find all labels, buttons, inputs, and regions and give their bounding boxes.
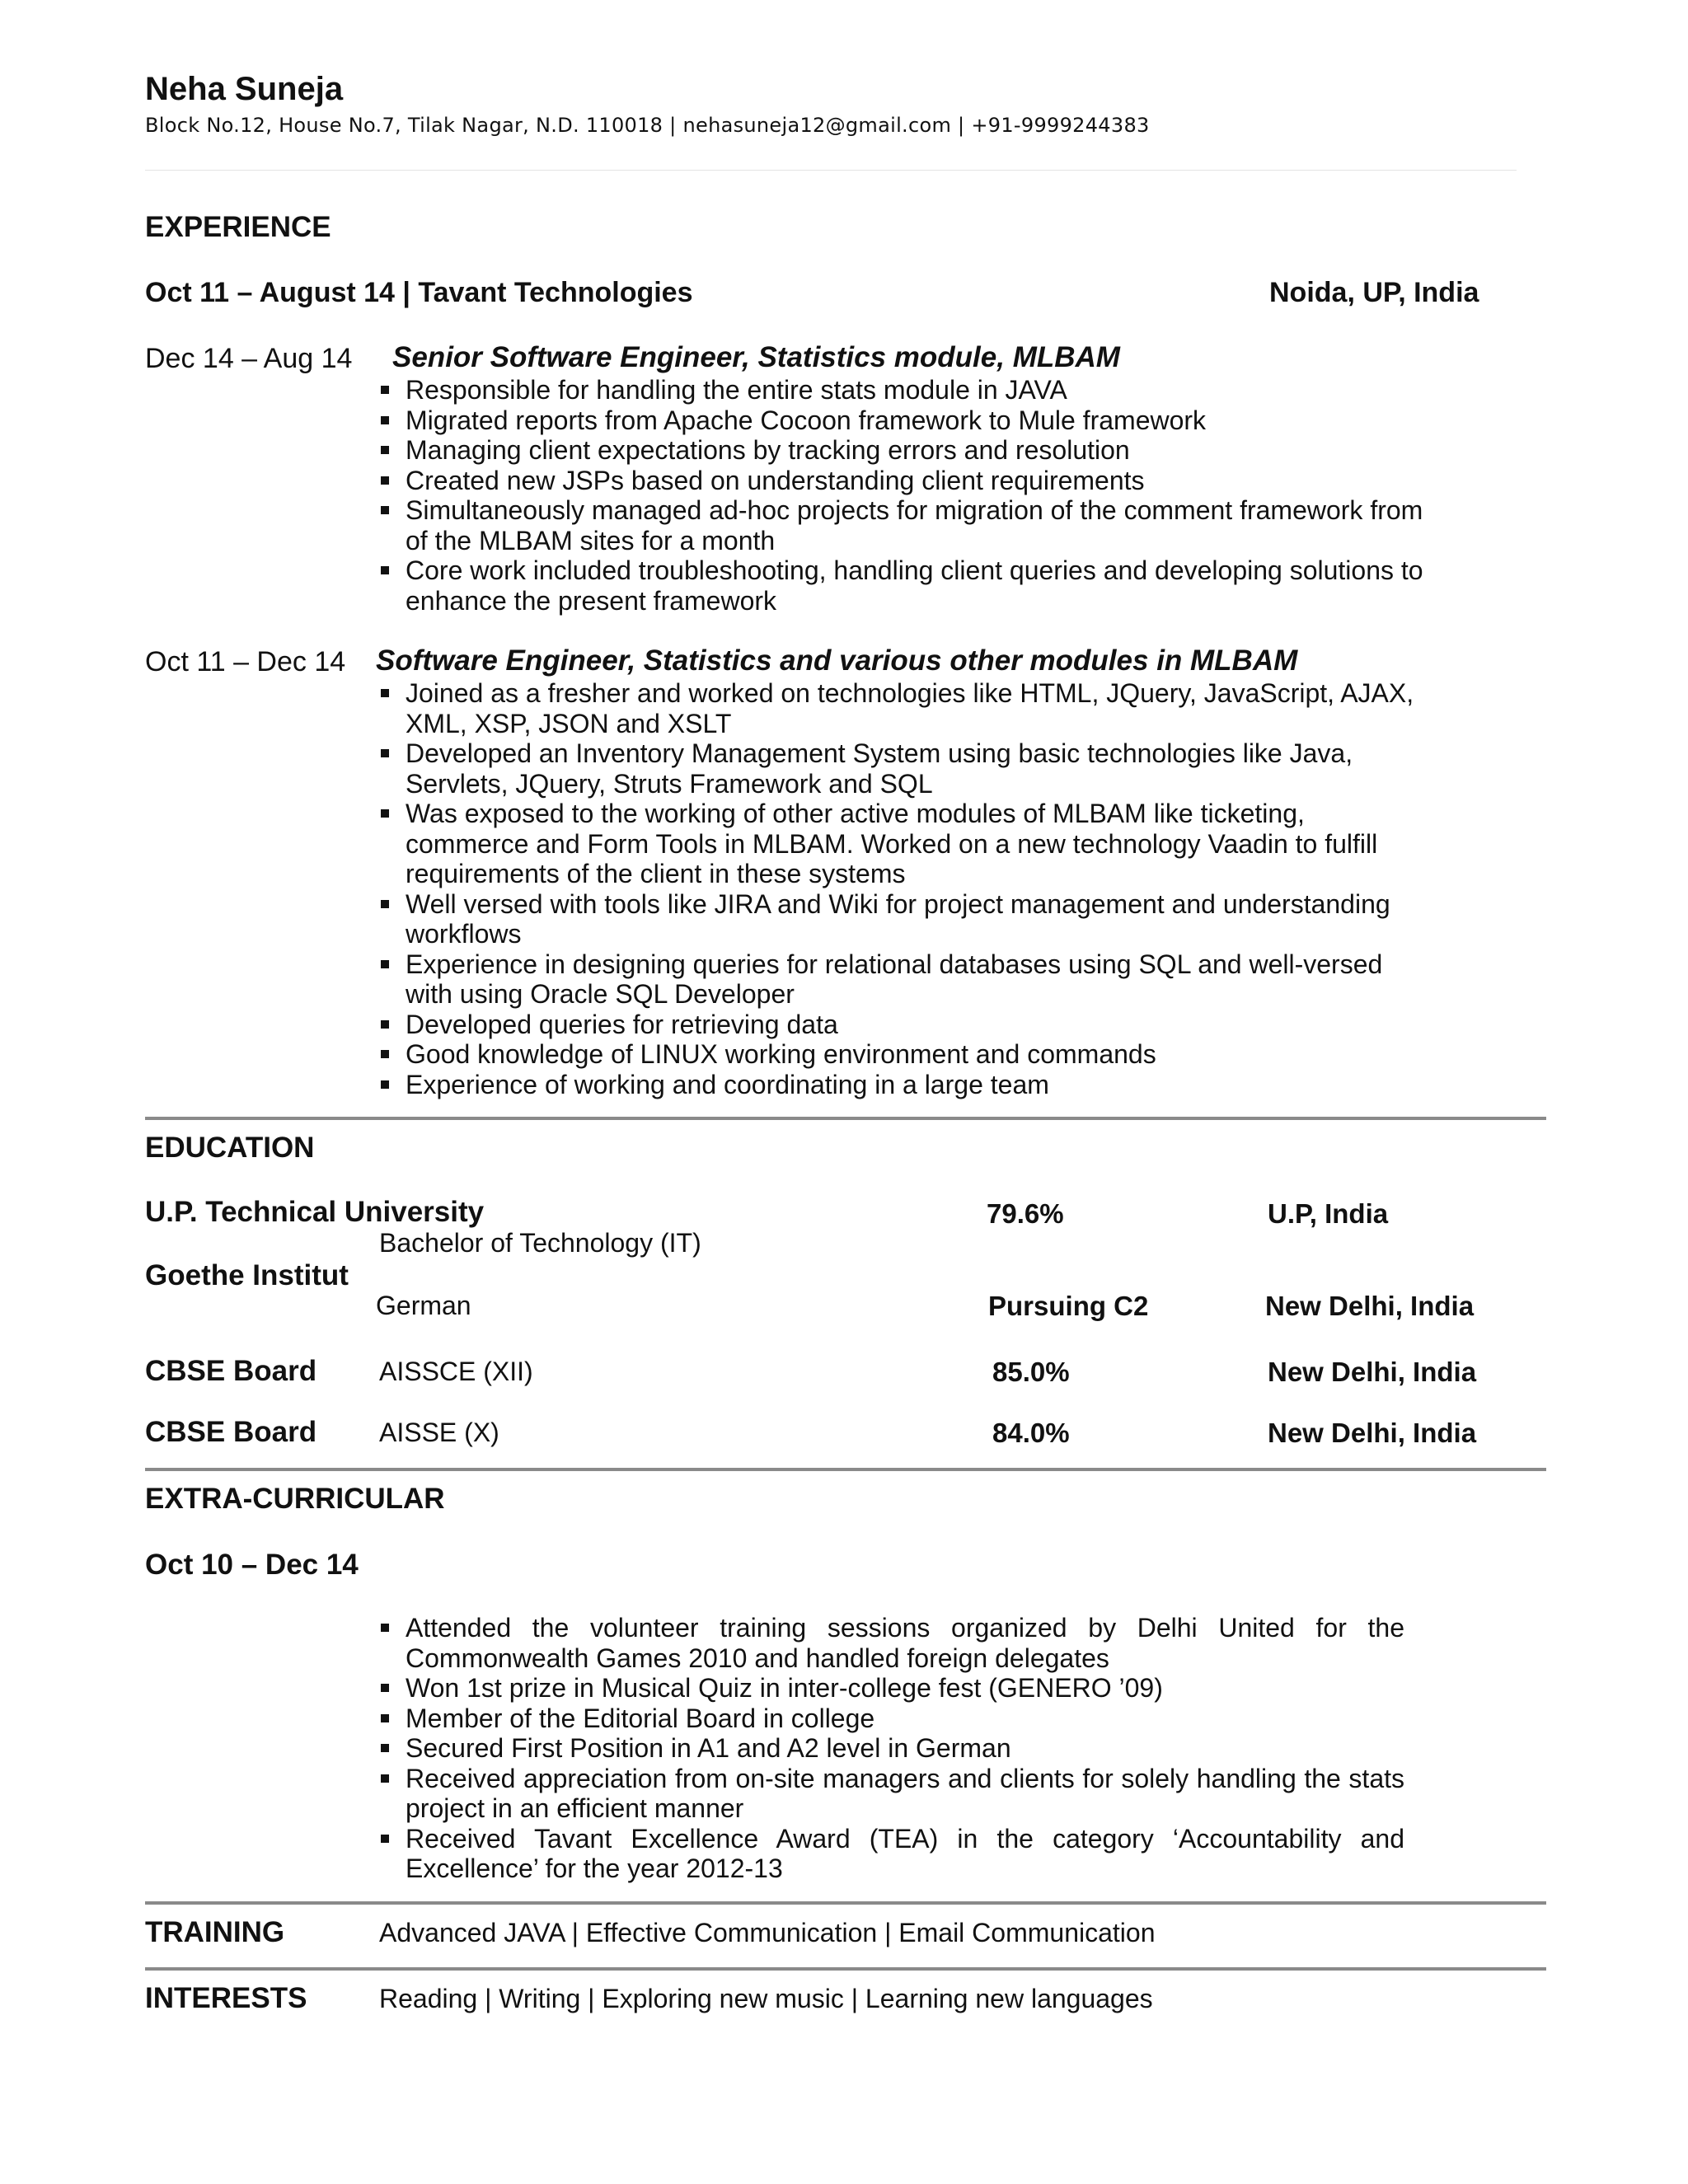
education-institution: Goethe Institut: [145, 1259, 349, 1291]
education-score: 84.0%: [992, 1418, 1070, 1448]
list-item: Created new JSPs based on understanding client requirements: [381, 466, 1428, 496]
header-divider: [145, 170, 1517, 171]
list-item: Developed queries for retrieving data: [381, 1010, 1428, 1040]
education-heading: EDUCATION: [145, 1132, 315, 1164]
list-item: Experience of working and coordinating in a large team: [381, 1070, 1428, 1100]
education-course: Bachelor of Technology (IT): [379, 1228, 701, 1258]
list-item: Well versed with tools like JIRA and Wiki for project management and understanding workflows: [381, 889, 1428, 949]
role-title: Senior Software Engineer, Statistics module, MLBAM: [392, 341, 1120, 373]
education-course: German: [376, 1291, 471, 1320]
interests-text: Reading | Writing | Exploring new music | Learning new languages: [379, 1984, 1153, 2013]
role-bullets: [381, 375, 1428, 616]
education-institution: CBSE Board: [145, 1416, 317, 1448]
company-line: Oct 11 – August 14 | Tavant Technologies: [145, 277, 693, 308]
list-item: Managing client expectations by tracking errors and resolution: [381, 435, 1428, 466]
list-item: Responsible for handling the entire stats module in JAVA: [381, 375, 1428, 405]
education-location: U.P, India: [1268, 1198, 1389, 1229]
section-divider: [145, 1967, 1546, 1971]
education-institution: U.P. Technical University: [145, 1196, 485, 1228]
extracurricular-dates: Oct 10 – Dec 14: [145, 1549, 359, 1581]
list-item: Experience in designing queries for relational databases using SQL and well-versed with using Oracle SQL Developer: [381, 949, 1428, 1010]
training-text: Advanced JAVA | Effective Communication | Email Communication: [379, 1918, 1156, 1947]
role-bullets: [381, 678, 1428, 1099]
education-location: New Delhi, India: [1265, 1291, 1475, 1321]
section-divider: [145, 1117, 1546, 1120]
contact-details: Block No.12, House No.7, Tilak Nagar, N.D. 110018 | nehasuneja12@gmail.com | +91-9999244383: [145, 114, 1150, 137]
education-course: AISSCE (XII): [379, 1357, 533, 1386]
extracurricular-heading: EXTRA-CURRICULAR: [145, 1483, 445, 1515]
list-item: Joined as a fresher and worked on technologies like HTML, JQuery, JavaScript, AJAX, XML, XSP, JSON and XSLT: [381, 678, 1428, 738]
list-item: Secured First Position in A1 and A2 level in German: [381, 1733, 1404, 1764]
education-score: 79.6%: [987, 1198, 1064, 1229]
experience-heading: EXPERIENCE: [145, 211, 331, 243]
list-item: Was exposed to the working of other active modules of MLBAM like ticketing, commerce and Form Tools in MLBAM. Worked on a new technology Vaadin to fulfill requirements of the client in these systems: [381, 799, 1428, 889]
education-score: Pursuing C2: [988, 1291, 1149, 1321]
education-institution: CBSE Board: [145, 1355, 317, 1387]
education-course: AISSE (X): [379, 1418, 499, 1447]
interests-heading: INTERESTS: [145, 1982, 307, 2014]
list-item: Received appreciation from on-site managers and clients for solely handling the stats project in an efficient manner: [381, 1764, 1404, 1824]
list-item: Member of the Editorial Board in college: [381, 1704, 1404, 1734]
role-dates: Dec 14 – Aug 14: [145, 343, 353, 374]
extracurricular-bullets: [381, 1613, 1404, 1884]
section-divider: [145, 1468, 1546, 1471]
company-location: Noida, UP, India: [1269, 277, 1479, 308]
list-item: Core work included troubleshooting, handling client queries and developing solutions to enhance the present framework: [381, 555, 1428, 616]
list-item: Good knowledge of LINUX working environment and commands: [381, 1039, 1428, 1070]
education-score: 85.0%: [992, 1357, 1070, 1387]
candidate-name: Neha Suneja: [145, 71, 344, 107]
list-item: Attended the volunteer training sessions organized by Delhi United for the Commonwealth Games 2010 and handled foreign delegates: [381, 1613, 1404, 1673]
list-item: Developed an Inventory Management System using basic technologies like Java, Servlets, JQuery, Struts Framework and SQL: [381, 738, 1428, 799]
list-item: Simultaneously managed ad-hoc projects for migration of the comment framework from of the MLBAM sites for a month: [381, 495, 1428, 555]
section-divider: [145, 1901, 1546, 1905]
list-item: Migrated reports from Apache Cocoon framework to Mule framework: [381, 405, 1428, 436]
list-item: Won 1st prize in Musical Quiz in inter-college fest (GENERO ’09): [381, 1673, 1404, 1704]
training-heading: TRAINING: [145, 1916, 285, 1948]
role-dates: Oct 11 – Dec 14: [145, 646, 346, 677]
list-item: Received Tavant Excellence Award (TEA) in the category ‘Accountability and Excellence’ for the year 2012-13: [381, 1824, 1404, 1884]
role-title: Software Engineer, Statistics and various other modules in MLBAM: [376, 644, 1298, 677]
education-location: New Delhi, India: [1268, 1418, 1477, 1448]
education-location: New Delhi, India: [1268, 1357, 1477, 1387]
